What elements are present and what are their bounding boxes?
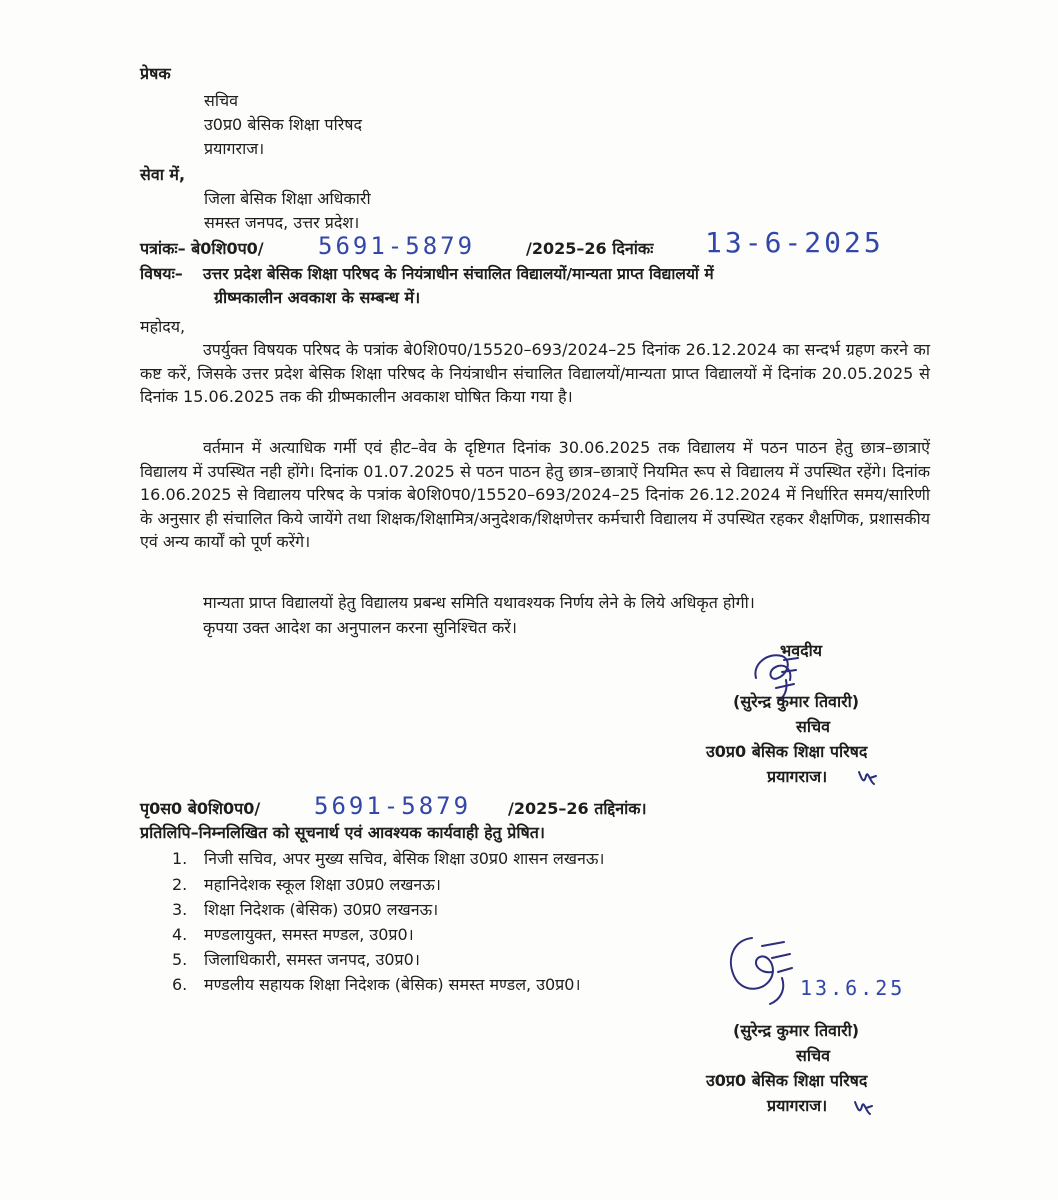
handwritten-date: 13-6-2025 <box>705 226 884 259</box>
salutation: महोदय, <box>140 317 186 336</box>
recipient-line-2: समस्त जनपद, उत्तर प्रदेश। <box>204 213 360 232</box>
initial-mark-1 <box>856 768 880 788</box>
subject-line-2: ग्रीष्मकालीन अवकाश के सम्बन्ध में। <box>214 288 421 307</box>
initial-mark-2 <box>852 1098 876 1118</box>
list-item: 2. महानिदेशक स्कूल शिक्षा उ0प्र0 लखनऊ। <box>172 875 441 894</box>
list-item: 6. मण्डलीय सहायक शिक्षा निदेशक (बेसिक) समस्त मण्डल, उ0प्र0। <box>172 975 581 994</box>
sender-label: प्रेषक <box>140 64 171 83</box>
recipient-line-1: जिला बेसिक शिक्षा अधिकारी <box>204 189 371 208</box>
reference-year-date-label: /2025–26 दिनांकः <box>526 239 654 258</box>
signatory-designation-2: सचिव <box>796 1046 831 1065</box>
list-item: 3. शिक्षा निदेशक (बेसिक) उ0प्र0 लखनऊ। <box>172 900 439 919</box>
signatory-name-2: (सुरेन्द्र कुमार तिवारी) <box>733 1021 860 1040</box>
subject-label: विषयः– <box>140 264 183 283</box>
signatory-designation-1: सचिव <box>796 717 831 736</box>
signatory-office-1: उ0प्र0 बेसिक शिक्षा परिषद <box>706 742 868 761</box>
body-paragraph-1: उपर्युक्त विषयक परिषद के पत्रांक बे0शि0प0/15520–693/2024–25 दिनांक 26.12.2024 का सन्दर्भ ग्रहण करने का कष्ट करें, जिसके उत्तर प्रदेश बेसिक शिक्षा परिषद के नियंत्राधीन संचालित विद्यालयों/मान्यता प्राप्त विद्यालयों में दिनांक 20.05.2025 से दिनांक 15.06.2025 तक की ग्रीष्मकालीन अवकाश घोषित किया गया है। <box>140 340 930 406</box>
copy-line: प्रतिलिपि–निम्नलिखित को सूचनार्थ एवं आवश्यक कार्यवाही हेतु प्रेषित। <box>140 823 545 842</box>
signatory-place-1: प्रयागराज। <box>767 767 828 786</box>
signature-mark-2 <box>722 928 812 1012</box>
sender-line-3: प्रयागराज। <box>204 139 265 158</box>
body-paragraph-3: मान्यता प्राप्त विद्यालयों हेतु विद्यालय प्रबन्ध समिति यथावश्यक निर्णय लेने के लिये अधिकृत होगी। <box>203 593 755 612</box>
closing-bhavdiya: भवदीय <box>780 641 823 660</box>
reference-prefix: पत्रांकः– बे0शि0प0/ <box>140 239 264 258</box>
handwritten-sign-date: 13.6.25 <box>800 976 906 1000</box>
handwritten-reference-number: 5691-5879 <box>318 232 476 260</box>
endorsement-prefix: पृ0स0 बे0शि0प0/ <box>140 799 261 818</box>
list-item: 4. मण्डलायुक्त, समस्त मण्डल, उ0प्र0। <box>172 925 414 944</box>
endorsement-suffix: /2025–26 तद्दिनांक। <box>508 799 647 818</box>
signatory-office-2: उ0प्र0 बेसिक शिक्षा परिषद <box>706 1071 868 1090</box>
signatory-name-1: (सुरेन्द्र कुमार तिवारी) <box>733 692 860 711</box>
subject-line-1: उत्तर प्रदेश बेसिक शिक्षा परिषद के नियंत्राधीन संचालित विद्यालयों/मान्यता प्राप्त विद्यालयों में <box>203 265 714 283</box>
handwritten-endorsement-number: 5691-5879 <box>314 792 472 820</box>
body-paragraph-2: वर्तमान में अत्याधिक गर्मी एवं हीट–वेव के दृष्टिगत दिनांक 30.06.2025 तक विद्यालय में पठन पाठन हेतु छात्र–छात्राऐं विद्यालय में उपस्थित नही होंगे। दिनांक 01.07.2025 से पठन पाठन हेतु छात्र–छात्राऐं नियमित रूप से विद्यालय में उपस्थित रहेंगे। दिनांक 16.06.2025 से विद्यालय परिषद के पत्रांक बे0शि0प0/15520–693/2024–25 दिनांक 26.12.2024 में निर्धारित समय/सारिणी के अनुसार ही संचालित किये जायेंगे तथा शिक्षक/शिक्षामित्र/अनुदेशक/शिक्षणेत्तर कर्मचारी विद्यालय में उपस्थित रहकर शैक्षणिक, प्रशासकीय एवं अन्य कार्यों को पूर्ण करेंगे। <box>140 438 930 551</box>
signatory-place-2: प्रयागराज। <box>767 1096 828 1115</box>
list-item: 5. जिलाधिकारी, समस्त जनपद, उ0प्र0। <box>172 950 420 969</box>
sender-line-2: उ0प्र0 बेसिक शिक्षा परिषद <box>204 115 363 134</box>
list-item: 1. निजी सचिव, अपर मुख्य सचिव, बेसिक शिक्षा उ0प्र0 शासन लखनऊ। <box>172 849 605 868</box>
recipient-label: सेवा में, <box>140 165 186 184</box>
body-paragraph-4: कृपया उक्त आदेश का अनुपालन करना सुनिश्चित करें। <box>203 618 517 637</box>
sender-line-1: सचिव <box>204 91 239 110</box>
